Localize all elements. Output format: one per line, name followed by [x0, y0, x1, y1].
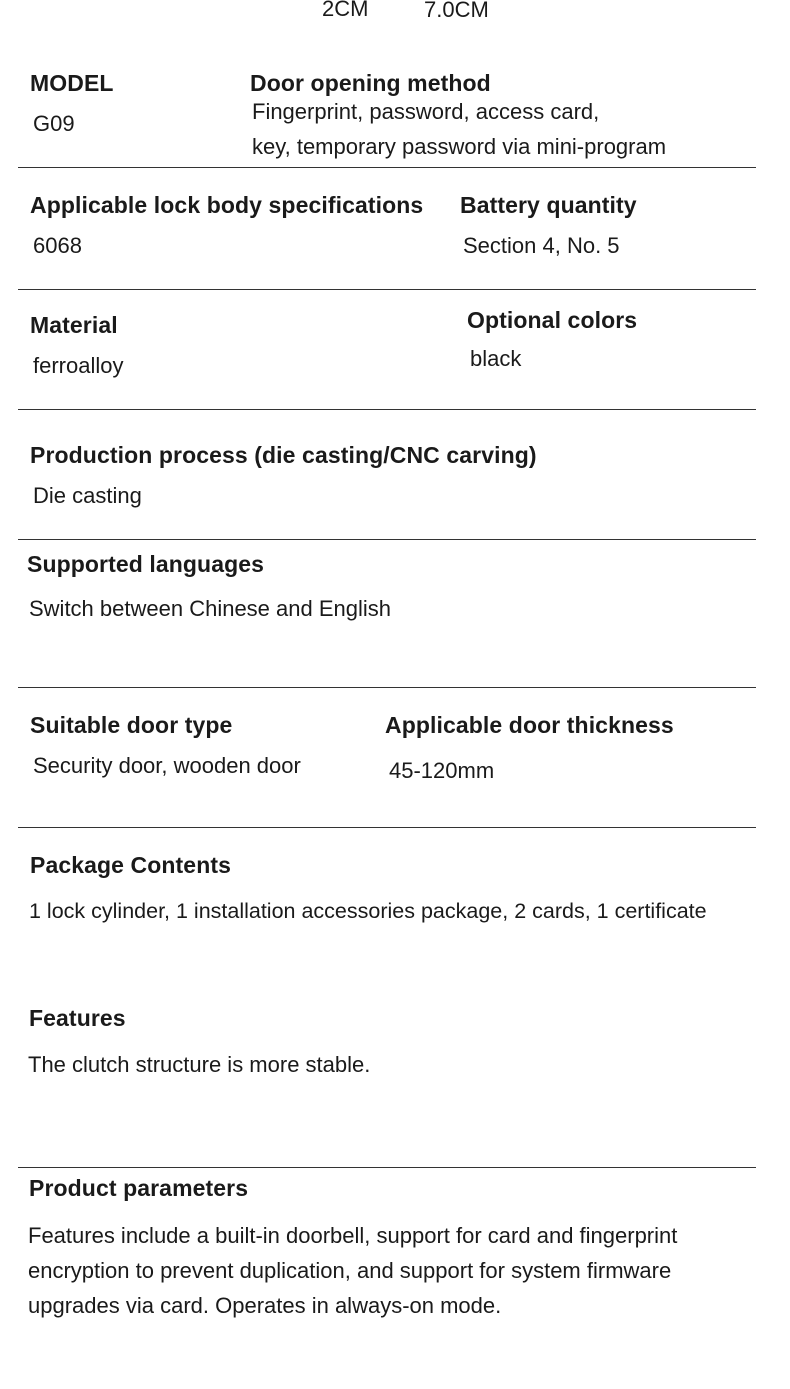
divider: [18, 827, 756, 828]
door-opening-label: Door opening method: [250, 70, 491, 96]
divider: [18, 289, 756, 290]
features-value: The clutch structure is more stable.: [28, 1052, 371, 1077]
door-type-value: Security door, wooden door: [33, 753, 301, 778]
material-value: ferroalloy: [33, 353, 124, 378]
divider: [18, 1167, 756, 1168]
colors-value: black: [470, 346, 522, 371]
dimension-caption-right: 7.0CM: [424, 0, 489, 22]
features-label: Features: [29, 1005, 126, 1031]
divider: [18, 409, 756, 410]
divider: [18, 687, 756, 688]
parameters-label: Product parameters: [29, 1175, 249, 1201]
door-type-label: Suitable door type: [30, 712, 233, 738]
lock-body-label: Applicable lock body specifications: [30, 192, 424, 218]
model-label: MODEL: [30, 70, 114, 96]
dimension-caption-left: 2CM: [322, 0, 369, 21]
door-opening-value-line1: Fingerprint, password, access card,: [252, 99, 600, 124]
languages-value: Switch between Chinese and English: [29, 596, 392, 621]
colors-label: Optional colors: [467, 307, 638, 333]
package-label: Package Contents: [30, 852, 231, 878]
door-thickness-value: 45-120mm: [389, 758, 495, 783]
battery-value: Section 4, No. 5: [463, 233, 620, 258]
process-value: Die casting: [33, 483, 142, 508]
lock-body-value: 6068: [33, 233, 82, 258]
model-value: G09: [33, 111, 75, 136]
divider: [18, 539, 756, 540]
process-label: Production process (die casting/CNC carving): [30, 442, 537, 468]
divider: [18, 167, 756, 168]
parameters-value: Features include a built-in doorbell, support for card and fingerprint encryption to prevent duplication, and support for system firmware upgrades via card. Operates in always-on mode.: [28, 1223, 678, 1318]
door-thickness-label: Applicable door thickness: [385, 712, 674, 738]
languages-label: Supported languages: [27, 551, 265, 577]
battery-label: Battery quantity: [460, 192, 637, 218]
package-value: 1 lock cylinder, 1 installation accessories package, 2 cards, 1 certificate: [29, 899, 707, 923]
door-opening-value-line2: key, temporary password via mini-program: [252, 134, 667, 159]
material-label: Material: [30, 312, 118, 338]
